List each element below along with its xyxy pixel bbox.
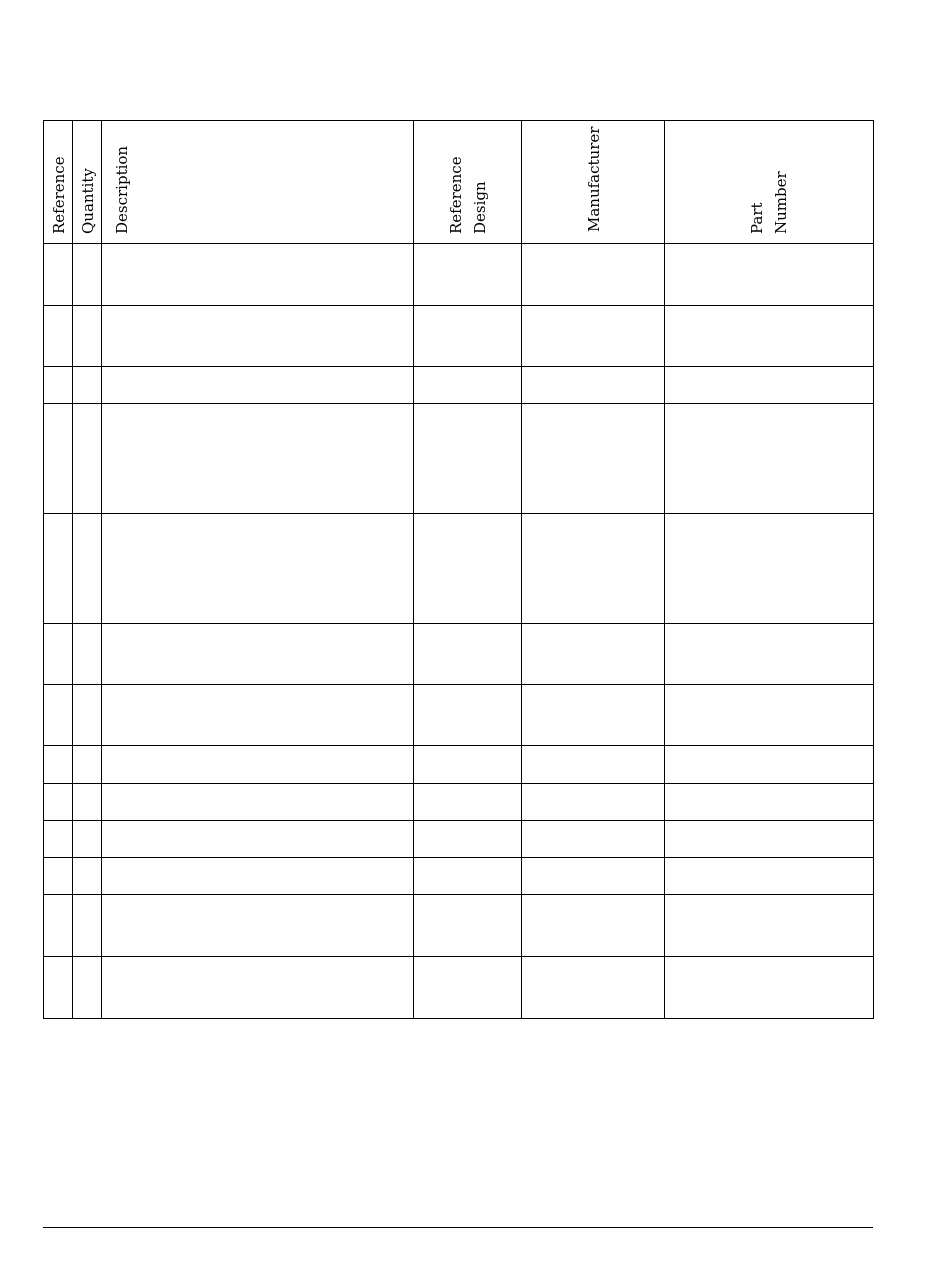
table-cell-reference-design [414, 957, 522, 1018]
table-cell-quantity [73, 685, 102, 745]
table-cell-reference-design [414, 895, 522, 956]
table-row [44, 858, 873, 895]
table-cell-manufacturer [522, 957, 665, 1018]
table-cell-reference [44, 957, 73, 1018]
table-cell-description [102, 514, 414, 623]
header-cell-reference-design [414, 121, 522, 243]
table-cell-reference-design [414, 784, 522, 820]
table-cell-quantity [73, 367, 102, 403]
table-cell-manufacturer [522, 895, 665, 956]
table-cell-description [102, 404, 414, 513]
table-cell-reference-design [414, 404, 522, 513]
table-cell-reference [44, 367, 73, 403]
table-cell-reference [44, 685, 73, 745]
header-cell-part-number [665, 121, 873, 243]
table-header-row [44, 121, 873, 244]
table-cell-part-number [665, 244, 873, 305]
table-cell-part-number [665, 404, 873, 513]
table-cell-reference [44, 784, 73, 820]
table-cell-description [102, 367, 414, 403]
table-row [44, 957, 873, 1018]
table-cell-part-number [665, 514, 873, 623]
table-cell-quantity [73, 306, 102, 366]
table-cell-description [102, 821, 414, 857]
table-row [44, 895, 873, 957]
header-cell-manufacturer [522, 121, 665, 243]
table-cell-description [102, 244, 414, 305]
table-cell-quantity [73, 858, 102, 894]
table-cell-quantity [73, 514, 102, 623]
table-cell-manufacturer [522, 821, 665, 857]
table-row [44, 821, 873, 858]
table-cell-description [102, 895, 414, 956]
table-cell-reference-design [414, 306, 522, 366]
table-cell-manufacturer [522, 685, 665, 745]
table-cell-manufacturer [522, 244, 665, 305]
table-body [44, 244, 873, 1018]
table-row [44, 514, 873, 624]
table-cell-reference [44, 306, 73, 366]
header-cell-reference [44, 121, 73, 243]
table-row [44, 306, 873, 367]
table-cell-part-number [665, 895, 873, 956]
table-cell-quantity [73, 895, 102, 956]
header-label-description: Description [113, 145, 131, 234]
table-cell-manufacturer [522, 514, 665, 623]
table-cell-quantity [73, 746, 102, 783]
table-row [44, 624, 873, 685]
table-cell-part-number [665, 821, 873, 857]
table-cell-quantity [73, 784, 102, 820]
table-cell-description [102, 624, 414, 684]
table-row [44, 244, 873, 306]
header-cell-quantity [73, 121, 102, 243]
table-cell-manufacturer [522, 746, 665, 783]
table-cell-description [102, 784, 414, 820]
table-cell-reference [44, 244, 73, 305]
table-cell-reference [44, 514, 73, 623]
table-row [44, 746, 873, 784]
table-cell-part-number [665, 784, 873, 820]
table-cell-reference-design [414, 244, 522, 305]
header-label-manufacturer: Manufacturer [584, 126, 603, 232]
table-row [44, 685, 873, 746]
header-label-reference-design: Reference Design [447, 156, 489, 234]
table-row [44, 404, 873, 514]
table-cell-reference-design [414, 685, 522, 745]
table-cell-reference-design [414, 746, 522, 783]
table-cell-manufacturer [522, 784, 665, 820]
footer-rule [43, 1227, 873, 1228]
table-cell-reference [44, 404, 73, 513]
table-cell-part-number [665, 306, 873, 366]
table-cell-part-number [665, 746, 873, 783]
table-row [44, 784, 873, 821]
table-cell-manufacturer [522, 306, 665, 366]
table-cell-manufacturer [522, 404, 665, 513]
table-cell-description [102, 685, 414, 745]
table-cell-part-number [665, 367, 873, 403]
table-cell-reference [44, 821, 73, 857]
table-cell-description [102, 306, 414, 366]
header-cell-description [102, 121, 414, 243]
table-cell-description [102, 957, 414, 1018]
table-cell-reference-design [414, 624, 522, 684]
header-label-part-number: Part Number [748, 171, 790, 234]
table-cell-reference-design [414, 821, 522, 857]
table-cell-description [102, 858, 414, 894]
table-cell-reference [44, 858, 73, 894]
bill-of-materials-table [43, 120, 874, 1019]
table-cell-part-number [665, 858, 873, 894]
table-cell-quantity [73, 404, 102, 513]
table-cell-quantity [73, 244, 102, 305]
header-label-reference: Reference [49, 156, 68, 234]
table-cell-reference-design [414, 514, 522, 623]
table-cell-reference-design [414, 367, 522, 403]
table-cell-quantity [73, 821, 102, 857]
table-cell-description [102, 746, 414, 783]
table-cell-quantity [73, 957, 102, 1018]
header-label-quantity: Quantity [78, 168, 97, 234]
table-cell-part-number [665, 957, 873, 1018]
table-cell-quantity [73, 624, 102, 684]
table-cell-part-number [665, 685, 873, 745]
table-cell-part-number [665, 624, 873, 684]
table-cell-reference-design [414, 858, 522, 894]
table-cell-manufacturer [522, 624, 665, 684]
table-cell-reference [44, 895, 73, 956]
table-cell-manufacturer [522, 858, 665, 894]
table-cell-reference [44, 746, 73, 783]
table-row [44, 367, 873, 404]
table-cell-reference [44, 624, 73, 684]
table-cell-manufacturer [522, 367, 665, 403]
